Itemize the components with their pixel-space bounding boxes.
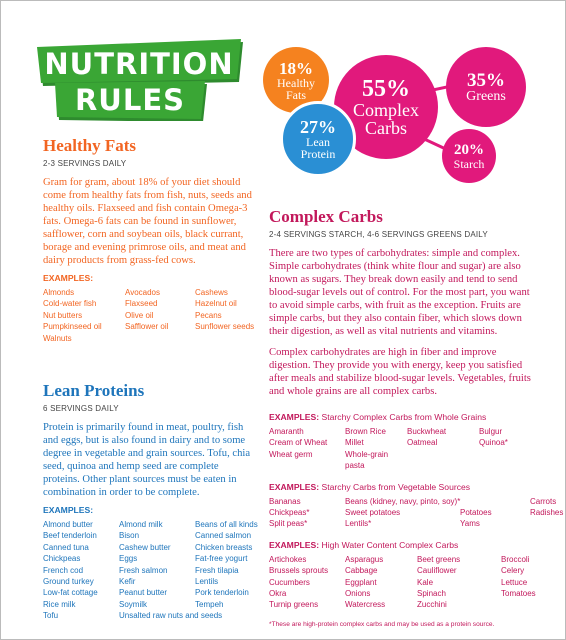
examples-grid <box>269 496 564 530</box>
examples-grid <box>269 426 539 472</box>
circle-label: Carbs <box>365 118 407 138</box>
example-item: Bison <box>119 531 140 541</box>
circle-label: Healthy <box>277 75 315 90</box>
example-item: Avocados <box>125 288 160 297</box>
example-item: Lentils <box>195 577 219 587</box>
circle-label: Complex <box>353 100 419 120</box>
example-item: Tempeh <box>195 599 224 609</box>
example-item: Beans (kidney, navy, pinto, soy)* <box>345 496 461 506</box>
examples-grid <box>269 554 539 611</box>
servings-label: 6 SERVINGS DAILY <box>43 404 119 413</box>
examples-label <box>269 412 539 422</box>
examples-title: Starchy Complex Carbs from Whole Grains <box>321 412 487 422</box>
example-item: Turnip greens <box>269 600 319 610</box>
example-item: Okra <box>269 589 287 599</box>
example-item: Cauliflower <box>417 566 457 576</box>
servings-label: 2-3 SERVINGS DAILY <box>43 159 127 168</box>
example-item: Brussels sprouts <box>269 566 329 576</box>
example-item: Sweet potatoes <box>345 508 401 518</box>
servings-label: 2-4 SERVINGS STARCH, 4-6 SERVINGS GREENS DAILY <box>269 230 488 239</box>
example-item: Canned salmon <box>195 531 252 541</box>
example-item: Flaxseed <box>125 299 158 309</box>
examples-prefix: EXAMPLES: <box>269 412 320 422</box>
examples-grid <box>43 287 253 344</box>
examples-label <box>269 540 539 550</box>
examples-title: Starchy Carbs from Vegetable Sources <box>321 481 471 492</box>
example-item: Bulgur <box>479 427 503 436</box>
example-item: Chicken breasts <box>195 542 253 552</box>
example-item: Pork tenderloin <box>195 588 249 598</box>
example-item: Cabbage <box>345 566 378 576</box>
example-item: Radishes <box>530 508 564 518</box>
example-item: Celery <box>501 566 525 576</box>
example-item: Oatmeal <box>407 438 438 448</box>
example-item: Fresh salmon <box>119 565 168 575</box>
example-item: Artichokes <box>269 554 307 564</box>
lean-proteins-section <box>43 381 258 622</box>
example-item: Pumpkinseed oil <box>43 322 102 332</box>
example-item: Onions <box>345 589 371 599</box>
section-body: Protein is primarily found in meat, poultry, fish and eggs, but is also found in dairy and to some degree in vegetable and grain sources. Tofu, chia seed, quinoa and hemp seed are complete proteins. Other plant sources must be eaten in combination in order to be complete. <box>43 422 251 498</box>
example-item: Buckwheat <box>407 427 447 436</box>
title-banner <box>33 37 245 121</box>
example-item: Peanut butter <box>119 588 168 598</box>
example-item: Cashew butter <box>119 542 171 552</box>
example-item: Broccoli <box>501 554 530 564</box>
example-item: Watercress <box>345 600 386 610</box>
example-item: Almond butter <box>43 520 93 529</box>
example-item: Beef tenderloin <box>43 531 97 541</box>
circle-label: Lean <box>306 135 330 149</box>
section-body: Complex carbohydrates are high in fiber and improve digestion. They provide you with energy, keep you satisfied after meals and stabilize blood-sugar levels. Vegetables, fruits and whole grains are all complex carbs. <box>269 347 531 397</box>
example-item: Fresh tilapia <box>195 565 239 575</box>
example-item: Rice milk <box>43 599 76 609</box>
example-item: Quinoa* <box>479 438 508 448</box>
example-item: Tofu <box>43 611 59 621</box>
example-item: Nut butters <box>43 310 83 320</box>
example-item: Tomatoes <box>501 589 536 599</box>
examples-label <box>269 482 539 492</box>
examples-label: EXAMPLES: <box>43 505 94 515</box>
example-item: Beans of all kinds <box>195 520 258 529</box>
example-item: Canned tuna <box>43 542 89 552</box>
healthy-fats-section <box>43 136 253 344</box>
example-item: Lettuce <box>501 577 528 587</box>
examples-grid <box>43 519 258 622</box>
example-item: Zucchini <box>417 600 447 610</box>
example-item: Soymilk <box>119 599 148 609</box>
example-item: Amaranth <box>269 427 304 436</box>
title-line-2: RULES <box>74 83 186 117</box>
example-item: Asparagus <box>345 554 384 564</box>
example-item: Olive oil <box>125 310 154 320</box>
example-item: Cucumbers <box>269 577 310 587</box>
example-item: Brown Rice <box>345 427 386 436</box>
example-item: Eggplant <box>345 577 377 587</box>
examples-title: High Water Content Complex Carbs <box>321 539 459 550</box>
example-item: Low-fat cottage <box>43 588 98 598</box>
example-item: Yams <box>460 519 480 529</box>
example-item: Chickpeas* <box>269 508 310 518</box>
example-item: Beet greens <box>417 554 461 564</box>
example-item: Lentils* <box>345 519 372 529</box>
example-item: Cream of Wheat <box>269 438 328 448</box>
section-body: Gram for gram, about 18% of your diet should come from healthy fats from fish, nuts, seeds and healthy oils. Flaxseed and fish contain Omega-3 fats. Omega-6 fats can be found in sunflower, safflower, corn and soybean oils, black currant, borage and evening primrose oils, and meat and dairy products from grass-fed cows. <box>43 177 252 266</box>
section-heading: Healthy Fats <box>43 136 137 155</box>
starch-circle <box>442 129 496 183</box>
complex-carbs-section <box>269 207 564 628</box>
circle-pct: 18% <box>279 58 313 78</box>
circle-label: Starch <box>453 156 485 171</box>
example-item: Hazelnut oil <box>195 299 237 309</box>
lean-protein-circle <box>280 101 356 177</box>
examples-label: EXAMPLES: <box>43 273 94 283</box>
example-item: French cod <box>43 565 84 575</box>
circle-pct: 35% <box>467 69 505 91</box>
example-item: Whole-grain pasta <box>345 449 389 471</box>
footnote: *These are high-protein complex carbs and may be used as a protein source. <box>269 620 495 628</box>
example-item: Carrots <box>530 496 557 506</box>
example-item: Kale <box>417 577 434 587</box>
example-item: Safflower oil <box>125 322 169 332</box>
greens-circle <box>446 47 526 127</box>
examples-prefix: EXAMPLES: <box>269 481 320 492</box>
example-item: Almonds <box>43 288 75 297</box>
example-item: Cashews <box>195 288 228 297</box>
section-heading: Lean Proteins <box>43 381 145 400</box>
example-item: Unsalted raw nuts and seeds <box>119 611 223 621</box>
example-item: Potatoes <box>460 508 492 518</box>
example-item: Fat-free yogurt <box>195 554 248 564</box>
example-item: Sunflower seeds <box>195 322 255 332</box>
circle-pct: 27% <box>300 117 336 137</box>
section-heading: Complex Carbs <box>269 207 383 226</box>
circle-pct: 55% <box>362 76 410 102</box>
example-item: Kefir <box>119 577 136 587</box>
example-item: Bananas <box>269 496 301 506</box>
section-body: There are two types of carbohydrates: simple and complex. Simple carbohydrates (think white flour and sugar) are also known as sugars. They break down easily and tend to send blood-sugar levels out of control. For the most part, you want to avoid simple carbs, with fruit as the exception. Fruits are simple carbs, but they also contain fiber, which slows down their digestion, as well as vital nutrients and vitamins. <box>269 248 530 337</box>
example-item: Millet <box>345 438 364 448</box>
circle-pct: 20% <box>454 141 484 158</box>
example-item: Split peas* <box>269 519 308 529</box>
example-item: Spinach <box>417 589 446 599</box>
circle-label: Greens <box>466 88 506 104</box>
circle-label: Protein <box>300 147 336 161</box>
example-item: Walnuts <box>43 333 72 343</box>
examples-prefix: EXAMPLES: <box>269 539 320 550</box>
example-item: Chickpeas <box>43 554 81 564</box>
title-line-1: NUTRITION <box>44 47 234 81</box>
circle-label: Fats <box>285 87 306 102</box>
example-item: Wheat germ <box>269 449 313 459</box>
example-item: Pecans <box>195 310 222 320</box>
example-item: Cold-water fish <box>43 299 97 309</box>
example-item: Almond milk <box>119 520 163 529</box>
example-item: Eggs <box>119 554 138 564</box>
example-item: Ground turkey <box>43 577 94 587</box>
